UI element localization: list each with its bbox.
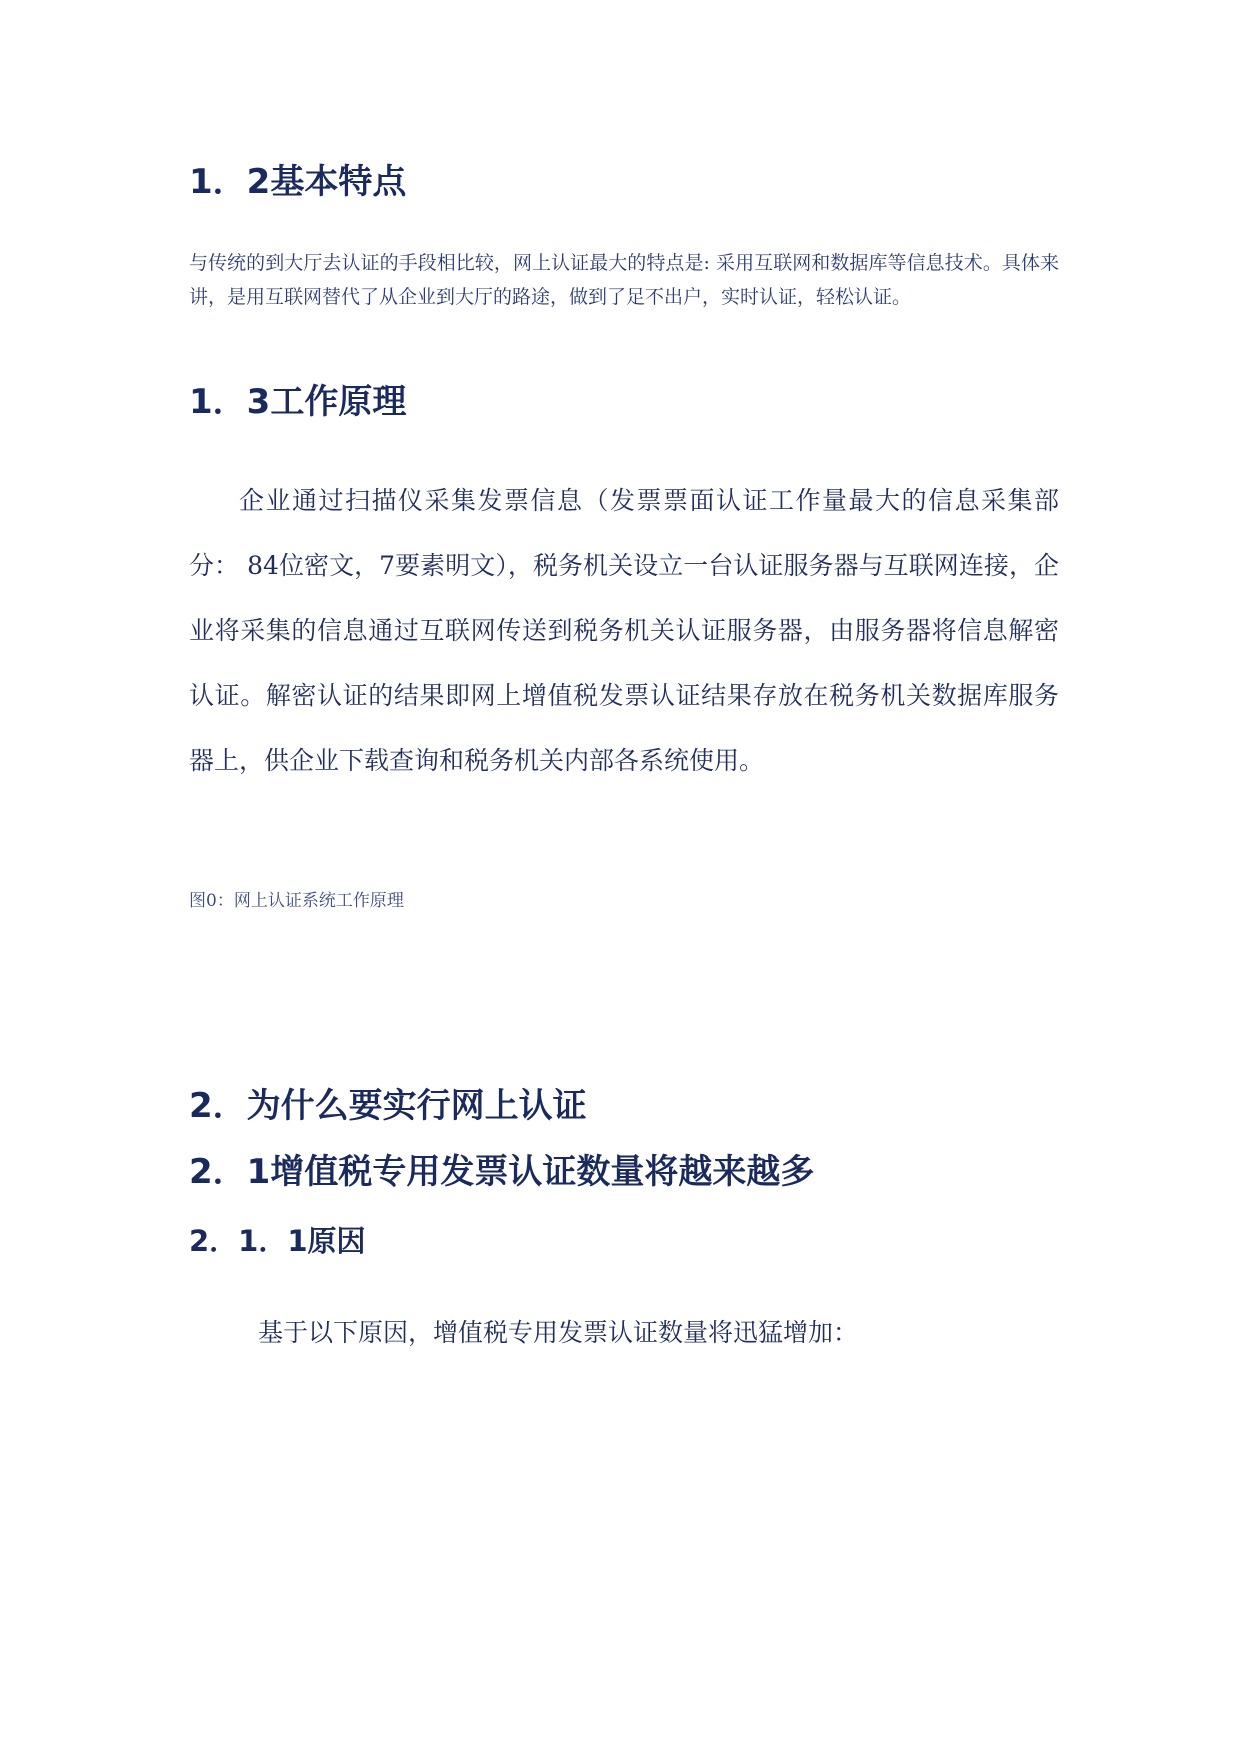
section-paragraph-1-3: 企业通过扫描仪采集发票信息（发票票面认证工作量最大的信息采集部分： 84位密文，7要素明文），税务机关设立一台认证服务器与互联网连接，企业将采集的信息通过互联网传送到税务机关认证服务器，由服务器将信息解密认证。解密认证的结果即网上增值税发票认证结果存放在税务机关数据库服务器上，供企业下载查询和税务机关内部各系统使用。 [189,486,1059,775]
section-paragraph-1-2: 与传统的到大厅去认证的手段相比较，网上认证最大的特点是: 采用互联网和数据库等信息技术。具体来讲，是用互联网替代了从企业到大厅的路途，做到了足不出户，实时认证，轻松认证。 [189,252,1059,308]
section-paragraph-2-1-1: 基于以下原因，增值税专用发票认证数量将迅猛增加： [258,1318,859,1347]
figure-caption: 图0：网上认证系统工作原理 [189,891,404,911]
section-heading-2: 2．为什么要实行网上认证 [189,1086,587,1126]
section-heading-2-1: 2．1增值税专用发票认证数量将越来越多 [189,1152,815,1192]
section-heading-1-2: 1．2基本特点 [189,162,407,202]
section-heading-1-3: 1．3工作原理 [189,382,407,422]
section-heading-2-1-1: 2．1．1原因 [189,1224,366,1258]
